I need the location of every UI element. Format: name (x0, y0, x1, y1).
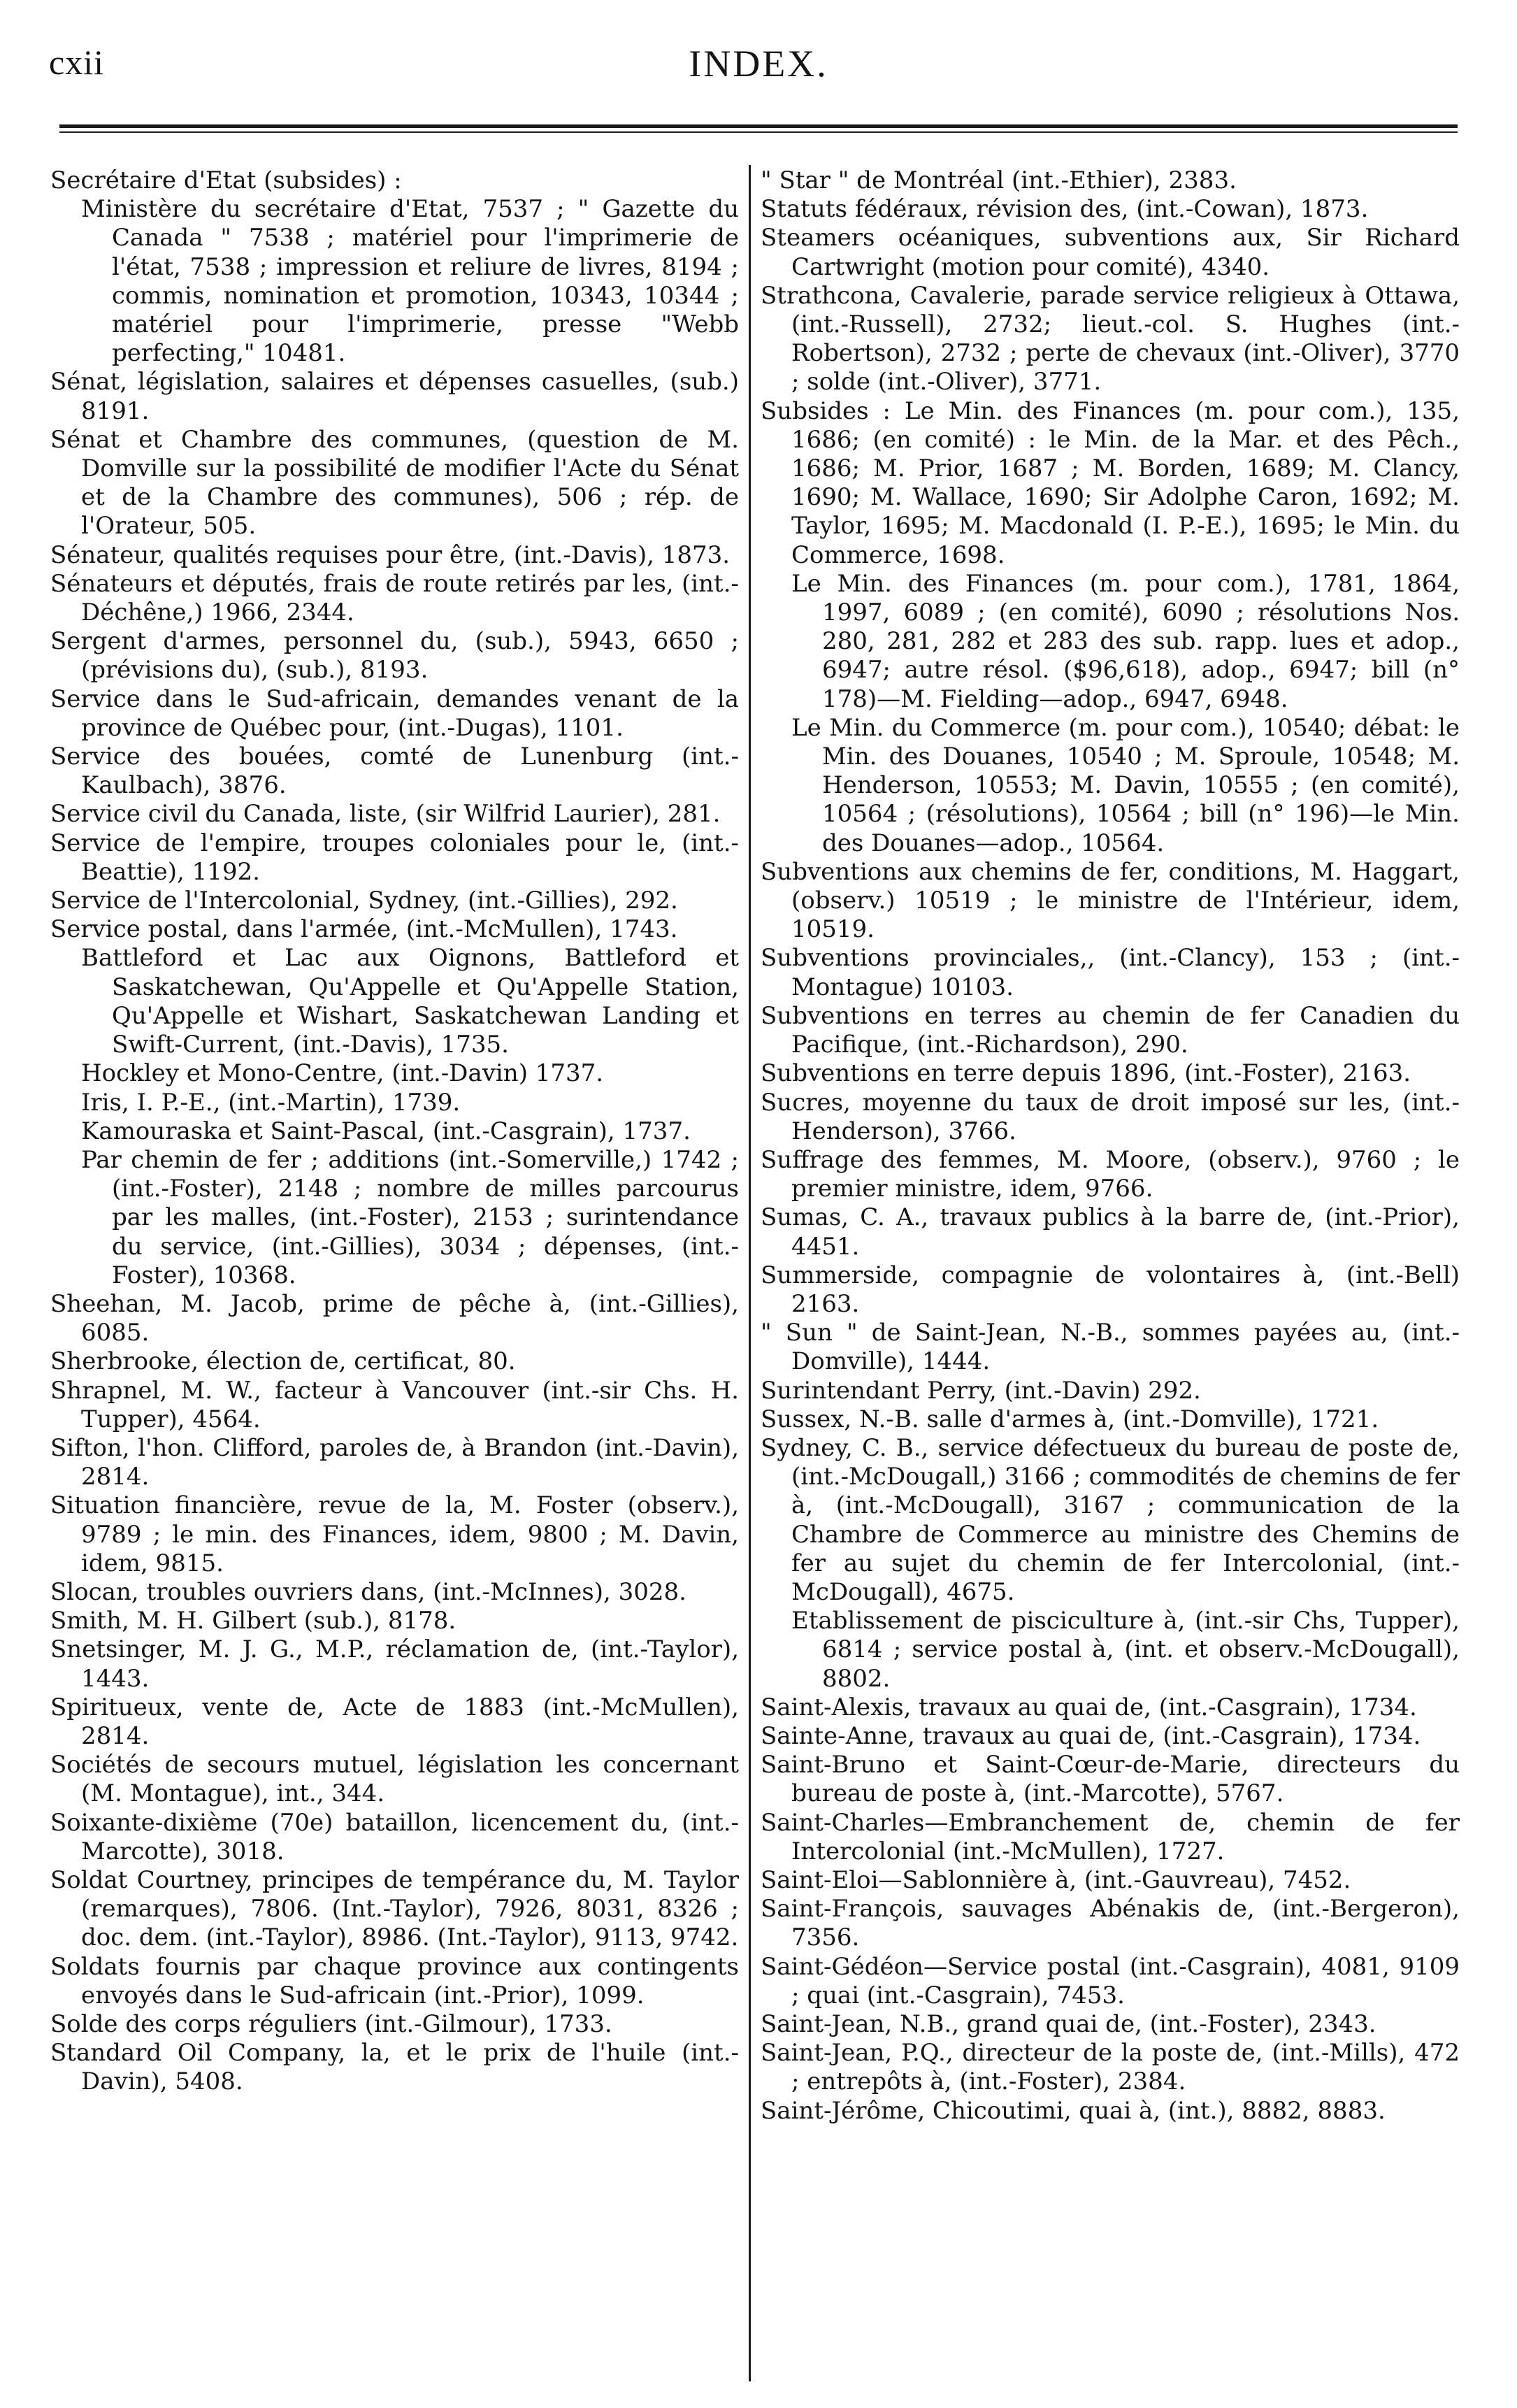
index-entry: Service de l'empire, troupes coloniales pour le, (int.-Beattie), 1192. (50, 829, 739, 886)
index-subentry: Par chemin de fer ; additions (int.-Somerville,) 1742 ; (int.-Foster), 2148 ; nombre de milles parcourus par les malles, (int.-Foster), 2153 ; surintendance du service, (int.-Gillies), 3034 ; dépenses, (int.-Foster), 10368. (81, 1145, 739, 1289)
index-entry: Sénateur, qualités requises pour être, (int.-Davis), 1873. (50, 540, 731, 569)
index-entry: Shrapnel, M. W., facteur à Vancouver (int.-sir Chs. H. Tupper), 4564. (50, 1376, 739, 1433)
page-title: INDEX. (689, 43, 828, 85)
index-entry: Sénateurs et députés, frais de route retirés par les, (int.-Déchêne,) 1966, 2344. (50, 569, 739, 627)
right-column (761, 166, 1460, 2126)
index-entry: Sainte-Anne, travaux au quai de, (int.-Casgrain), 1734. (761, 1721, 1421, 1750)
index-entry: Suffrage des femmes, M. Moore, (observ.), 9760 ; le premier ministre, idem, 9766. (761, 1145, 1460, 1203)
column-divider (749, 165, 751, 2381)
index-entry: Service de l'Intercolonial, Sydney, (int.-Gillies), 292. (50, 887, 678, 915)
index-entry: Sussex, N.-B. salle d'armes à, (int.-Domville), 1721. (761, 1405, 1379, 1433)
index-entry: Summerside, compagnie de volontaires à, (int.-Bell) 2163. (761, 1261, 1460, 1318)
index-entry: Saint-Eloi—Sablonnière à, (int.-Gauvreau), 7452. (761, 1865, 1351, 1894)
index-entry: " Sun " de Saint-Jean, N.-B., sommes payées au, (int.-Domville), 1444. (761, 1319, 1460, 1376)
index-entry: Saint-Jérôme, Chicoutimi, quai à, (int.), 8882, 8883. (761, 2096, 1386, 2125)
index-entry: " Star " de Montréal (int.-Ethier), 2383. (761, 166, 1237, 194)
header-rule-thick (59, 124, 1458, 128)
index-entry: Subventions en terre depuis 1896, (int.-Foster), 2163. (761, 1059, 1411, 1088)
index-subentry: Battleford et Lac aux Oignons, Battleford et Saskatchewan, Qu'Appelle et Qu'Appelle Station, Qu'Appelle et Wishart, Saskatchewan Landing et Swift-Current, (int.-Davis), 1735. (81, 944, 739, 1059)
index-entry: Saint-Jean, P.Q., directeur de la poste de, (int.-Mills), 472 ; entrepôts à, (int.-Foster), 2384. (761, 2039, 1460, 2096)
index-entry: Strathcona, Cavalerie, parade service religieux à Ottawa, (int.-Russell), 2732; lieut.-col. S. Hughes (int.-Robertson), 2732 ; perte de chevaux (int.-Oliver), 3770 ; solde (int.-Oliver), 3771. (761, 281, 1460, 396)
index-entry: Service des bouées, comté de Lunenburg (int.-Kaulbach), 3876. (50, 743, 739, 800)
index-entry: Snetsinger, M. J. G., M.P., réclamation de, (int.-Taylor), 1443. (50, 1635, 739, 1693)
index-entry: Sydney, C. B., service défectueux du bureau de poste de, (int.-McDougall,) 3166 ; commodités de chemins de fer à, (int.-McDougall), 3167 ; communication de la Chambre de Commerce au ministre des Chemins de fer au sujet du chemin de fer Intercolonial, (int.-McDougall), 4675. (761, 1433, 1460, 1606)
index-entry: Standard Oil Company, la, et le prix de l'huile (int.-Davin), 5408. (50, 2039, 739, 2096)
index-entry: Soixante-dixième (70e) bataillon, licencement du, (int.-Marcotte), 3018. (50, 1808, 739, 1865)
index-entry: Sherbrooke, élection de, certificat, 80. (50, 1347, 516, 1376)
index-subentry: Iris, I. P.-E., (int.-Martin), 1739. (81, 1088, 461, 1117)
index-entry: Saint-Jean, N.B., grand quai de, (int.-Foster), 2343. (761, 2010, 1376, 2038)
index-entry: Surintendant Perry, (int.-Davin) 292. (761, 1376, 1201, 1405)
index-subentry: Ministère du secrétaire d'Etat, 7537 ; " Gazette du Canada " 7538 ; matériel pour l'imprimerie de l'état, 7538 ; impression et reliure de livres, 8194 ; commis, nomination et promotion, 10343, 10344 ; matériel pour l'imprimerie, presse "Webb perfecting," 10481. (81, 195, 739, 368)
index-subentry: Hockley et Mono-Centre, (int.-Davin) 1737. (81, 1059, 604, 1088)
index-entry: Soldats fournis par chaque province aux contingents envoyés dans le Sud-africain (int.-Prior), 1099. (50, 1952, 739, 2009)
index-entry: Saint-Alexis, travaux au quai de, (int.-Casgrain), 1734. (761, 1693, 1417, 1721)
index-entry: Service civil du Canada, liste, (sir Wilfrid Laurier), 281. (50, 800, 721, 829)
index-entry: Subventions aux chemins de fer, conditions, M. Haggart, (observ.) 10519 ; le ministre de l'Intérieur, idem, 10519. (761, 857, 1460, 944)
index-entry: Soldat Courtney, principes de tempérance du, M. Taylor (remarques), 7806. (Int.-Taylor), 7926, 8031, 8326 ; doc. dem. (int.-Taylor), 8986. (Int.-Taylor), 9113, 9742. (50, 1865, 739, 1952)
index-entry: Sociétés de secours mutuel, législation les concernant (M. Montague), int., 344. (50, 1751, 739, 1808)
index-entry: Spiritueux, vente de, Acte de 1883 (int.-McMullen), 2814. (50, 1693, 739, 1750)
header-rule-thin (59, 131, 1458, 133)
index-entry: Sergent d'armes, personnel du, (sub.), 5943, 6650 ; (prévisions du), (sub.), 8193. (50, 627, 739, 685)
index-entry: Service postal, dans l'armée, (int.-McMullen), 1743. (50, 915, 678, 944)
index-entry: Sénat et Chambre des communes, (question de M. Domville sur la possibilité de modifier l'Acte du Sénat et de la Chambre des communes), 506 ; rép. de l'Orateur, 505. (50, 425, 739, 540)
index-entry: Sumas, C. A., travaux publics à la barre de, (int.-Prior), 4451. (761, 1203, 1460, 1261)
index-entry: Statuts fédéraux, révision des, (int.-Cowan), 1873. (761, 195, 1369, 224)
index-entry: Subventions en terres au chemin de fer Canadien du Pacifique, (int.-Richardson), 290. (761, 1001, 1460, 1059)
index-entry: Service dans le Sud-africain, demandes venant de la province de Québec pour, (int.-Dugas), 1101. (50, 685, 739, 742)
page-header (49, 42, 1468, 98)
index-entry: Saint-Gédéon—Service postal (int.-Casgrain), 4081, 9109 ; quai (int.-Casgrain), 7453. (761, 1952, 1460, 2009)
index-subentry: Etablissement de pisciculture à, (int.-sir Chs, Tupper), 6814 ; service postal à, (int. et observ.-McDougall), 8802. (791, 1607, 1460, 1693)
index-entry: Steamers océaniques, subventions aux, Sir Richard Cartwright (motion pour comité), 4340. (761, 224, 1460, 281)
index-entry: Subsides : Le Min. des Finances (m. pour com.), 135, 1686; (en comité) : le Min. de la Mar. et des Pêch., 1686; M. Prior, 1687 ; M. Borden, 1689; M. Clancy, 1690; M. Wallace, 1690; Sir Adolphe Caron, 1692; M. Taylor, 1695; M. Macdonald (I. P.-E.), 1695; le Min. du Commerce, 1698. (761, 396, 1460, 569)
index-entry: Solde des corps réguliers (int.-Gilmour), 1733. (50, 2010, 612, 2038)
index-entry: Slocan, troubles ouvriers dans, (int.-McInnes), 3028. (50, 1577, 686, 1606)
index-entry: Saint-Bruno et Saint-Cœur-de-Marie, directeurs du bureau de poste à, (int.-Marcotte), 5767. (761, 1751, 1460, 1808)
index-entry: Saint-Charles—Embranchement de, chemin de fer Intercolonial (int.-McMullen), 1727. (761, 1808, 1460, 1865)
index-entry: Sheehan, M. Jacob, prime de pêche à, (int.-Gillies), 6085. (50, 1289, 739, 1347)
left-column (50, 166, 739, 2097)
index-subentry: Le Min. des Finances (m. pour com.), 1781, 1864, 1997, 6089 ; (en comité), 6090 ; résolutions Nos. 280, 281, 282 et 283 des sub. rapp. lues et adop., 6947; autre résol. ($96,618), adop., 6947; bill (n° 178)—M. Fielding—adop., 6947, 6948. (791, 569, 1460, 713)
index-entry: Sucres, moyenne du taux de droit imposé sur les, (int.-Henderson), 3766. (761, 1088, 1460, 1145)
index-entry: Sifton, l'hon. Clifford, paroles de, à Brandon (int.-Davin), 2814. (50, 1433, 739, 1491)
index-entry: Sénat, législation, salaires et dépenses casuelles, (sub.) 8191. (50, 368, 739, 425)
index-entry: Subventions provinciales,, (int.-Clancy), 153 ; (int.-Montague) 10103. (761, 944, 1460, 1001)
index-subentry: Kamouraska et Saint-Pascal, (int.-Casgrain), 1737. (81, 1117, 691, 1145)
index-entry: Smith, M. H. Gilbert (sub.), 8178. (50, 1607, 456, 1635)
index-entry: Saint-François, sauvages Abénakis de, (int.-Bergeron), 7356. (761, 1895, 1460, 1952)
index-entry: Situation financière, revue de la, M. Foster (observ.), 9789 ; le min. des Finances, idem, 9800 ; M. Davin, idem, 9815. (50, 1491, 739, 1577)
page-number: cxii (49, 43, 104, 82)
index-subentry: Le Min. du Commerce (m. pour com.), 10540; débat: le Min. des Douanes, 10540 ; M. Sproule, 10548; M. Henderson, 10553; M. Davin, 10555 ; (en comité), 10564 ; (résolutions), 10564 ; bill (n° 196)—le Min. des Douanes—adop., 10564. (791, 713, 1460, 857)
index-entry: Secrétaire d'Etat (subsides) : (50, 166, 402, 194)
